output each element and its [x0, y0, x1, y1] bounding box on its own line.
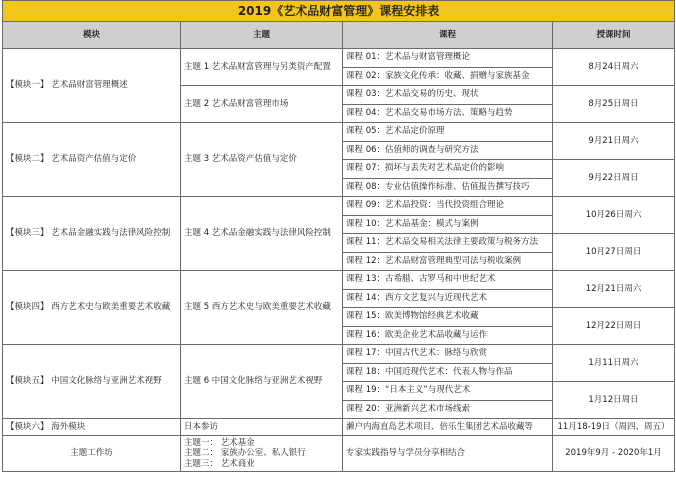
course-cell: 课程 04：艺术品交易市场方法、策略与趋势	[343, 104, 553, 123]
topic-cell: 日本参访	[181, 419, 343, 436]
course-cell: 课程 14：西方文艺复兴与近现代艺术	[343, 289, 553, 308]
course-cell: 课程 09：艺术品投资：当代投资组合理论	[343, 197, 553, 216]
topic-cell: 主题 5 西方艺术史与欧美重要艺术收藏	[181, 271, 343, 345]
date-cell: 1月11日周六	[553, 345, 675, 382]
course-cell: 课程 16：欧美企业艺术品收藏与运作	[343, 326, 553, 345]
date-cell: 12月21日周六	[553, 271, 675, 308]
date-cell: 11月18-19日（周四、周五）	[553, 419, 675, 436]
workshop-topic: 主题二： 家族办公室、私人银行	[184, 448, 306, 459]
course-cell: 课程 07：损坏与丢失对艺术品定价的影响	[343, 160, 553, 179]
date-cell: 9月22日周日	[553, 160, 675, 197]
course-cell: 课程 01：艺术品与财富管理概论	[343, 49, 553, 68]
header-course: 课程	[343, 22, 553, 49]
date-cell: 2019年9月 - 2020年1月	[553, 436, 675, 472]
topic-cell: 主题 1 艺术品财富管理与另类资产配置	[181, 49, 343, 86]
course-cell: 专家实践指导与学员分享相结合	[343, 436, 553, 472]
topic-cell: 主题 2 艺术品财富管理市场	[181, 86, 343, 123]
course-cell: 课程 06：估值师的调查与研究方法	[343, 141, 553, 160]
course-cell: 课程 12：艺术品财富管理典型司法与税收案例	[343, 252, 553, 271]
module-cell: 【模块四】 西方艺术史与欧美重要艺术收藏	[3, 271, 181, 345]
course-cell: 课程 10：艺术品基金：模式与案例	[343, 215, 553, 234]
workshop-topics	[181, 436, 343, 472]
module-cell: 【模块五】 中国文化脉络与亚洲艺术视野	[3, 345, 181, 419]
course-cell: 课程 08：专业估值操作标准、估值报告撰写技巧	[343, 178, 553, 197]
course-cell: 课程 18：中国近现代艺术：代表人物与作品	[343, 363, 553, 382]
course-cell: 课程 17：中国古代艺术：脉络与欣赏	[343, 345, 553, 364]
table-title: 2019《艺术品财富管理》课程安排表	[3, 1, 675, 22]
course-cell: 课程 19：“日本主义”与现代艺术	[343, 382, 553, 401]
date-cell: 8月24日周六	[553, 49, 675, 86]
course-cell: 课程 02：家族文化传承：收藏、捐赠与家族基金	[343, 67, 553, 86]
header-topic: 主题	[181, 22, 343, 49]
date-cell: 10月26日周六	[553, 197, 675, 234]
topic-cell: 主题 6 中国文化脉络与亚洲艺术视野	[181, 345, 343, 419]
module-cell: 【模块六】 海外模块	[3, 419, 181, 436]
topic-cell: 主题 4 艺术品金融实践与法律风险控制	[181, 197, 343, 271]
module-cell: 【模块一】 艺术品财富管理概述	[3, 49, 181, 123]
header-module: 模块	[3, 22, 181, 49]
module-cell: 【模块三】 艺术品金融实践与法律风险控制	[3, 197, 181, 271]
topic-cell: 主题 3 艺术品资产估值与定价	[181, 123, 343, 197]
header-row	[3, 22, 675, 49]
date-cell: 1月12日周日	[553, 382, 675, 419]
title-row	[3, 1, 675, 22]
date-cell: 9月21日周六	[553, 123, 675, 160]
course-cell: 课程 05：艺术品定价原理	[343, 123, 553, 142]
course-cell: 课程 15：欧美博物馆经典艺术收藏	[343, 308, 553, 327]
course-cell: 课程 20：亚洲新兴艺术市场线索	[343, 400, 553, 419]
date-cell: 12月22日周日	[553, 308, 675, 345]
workshop-topic: 主题一： 艺术基金	[184, 437, 255, 448]
course-cell: 课程 11：艺术品交易相关法律主要政策与税务方法	[343, 234, 553, 253]
workshop-cell: 主题工作坊	[3, 436, 181, 472]
header-time: 授课时间	[553, 22, 675, 49]
schedule-table	[2, 0, 675, 472]
workshop-topic: 主题三： 艺术商业	[184, 458, 255, 469]
date-cell: 8月25日周日	[553, 86, 675, 123]
module-cell: 【模块二】 艺术品资产估值与定价	[3, 123, 181, 197]
course-cell: 课程 03：艺术品交易的历史、现状	[343, 86, 553, 105]
date-cell: 10月27日周日	[553, 234, 675, 271]
course-cell: 濑户内海直岛艺术项目、倍乐生集团艺术品收藏等	[343, 419, 553, 436]
course-cell: 课程 13：古希腊、古罗马和中世纪艺术	[343, 271, 553, 290]
